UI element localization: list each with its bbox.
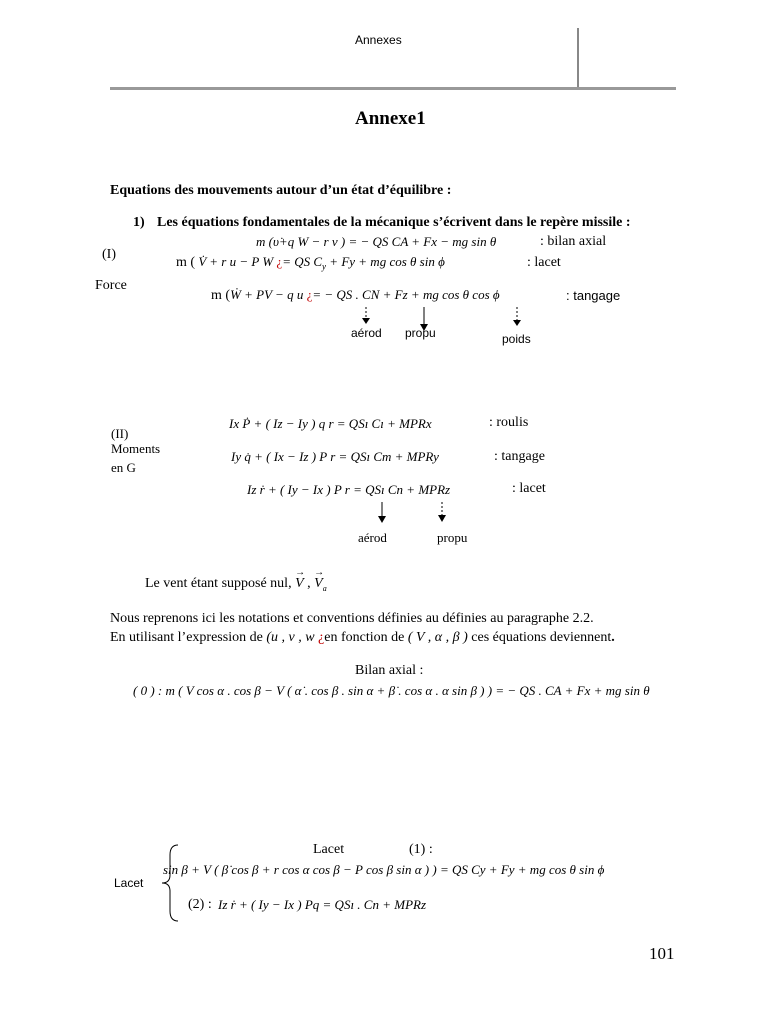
label-propu-moments: propu xyxy=(437,530,468,545)
lacet-equation-1: sin β + V ( β̇ cos β + r cos α cos β − P cos β sin α ) ) = QS Cy + Fy + mg cos θ sin ϕ xyxy=(163,862,605,877)
moment-equation-roulis: Ix Ṗ + ( Iz − Iy ) q r = QSı Cı + MPRx xyxy=(229,416,432,431)
paragraph-line-2: En utilisant l’expression de (u , v , w ¿en fonction de ( V , α , β ) ces équations deviennent. xyxy=(110,630,615,645)
force-equation-axial-tag: : bilan axial xyxy=(540,234,607,249)
moment-equation-lacet-tag: : lacet xyxy=(512,481,546,496)
page-number: 101 xyxy=(649,944,675,963)
arrow-poids xyxy=(513,307,521,326)
forces-side-label: Force xyxy=(95,278,127,293)
vector-v-arrow: → xyxy=(295,567,306,578)
eq-lhs-b: = − QS . CN + Fz + mg cos θ cos ϕ xyxy=(312,287,500,302)
eq-prefix: m ( xyxy=(211,288,231,303)
running-header: Annexes xyxy=(355,33,402,47)
paragraph-line-1: Nous reprenons ici les notations et conventions définies au définies au paragraphe 2.2. xyxy=(110,611,594,626)
force-equation-lacet xyxy=(176,254,445,272)
lacet-brace xyxy=(160,843,180,923)
moments-side-label-2: en G xyxy=(111,460,136,475)
moment-equation-tangage: Iy q̇ + ( Ix − Iz ) P r = QSı Cm + MPRy xyxy=(231,449,439,464)
vector-va: → $V_a$ xyxy=(314,567,327,593)
force-equation-tangage-tag: : tangage xyxy=(566,288,621,303)
forces-group-label: (I) xyxy=(102,247,116,262)
eq-lhs-c: + Fy + mg cos θ sin ϕ xyxy=(326,254,445,269)
moment-equation-lacet: Iz ṙ + ( Iy − Ix ) P r = QSı Cn + MPRz xyxy=(247,482,451,497)
force-equation-lacet-tag: : lacet xyxy=(527,255,561,270)
moments-group-label: (II) xyxy=(111,426,129,441)
arrow-propu xyxy=(438,502,446,522)
vector-va-arrow: → xyxy=(314,567,325,578)
encoding-glyph: ¿ xyxy=(276,254,283,269)
eq-subscript: y xyxy=(322,261,327,272)
force-equation-axial: m (υ̇+q W − r v ) = − QS CA + Fx − mg sin θ xyxy=(256,234,497,249)
label-aerod-moments: aérod xyxy=(358,530,387,545)
eq-lhs-a: Ẇ + PV − q u xyxy=(230,287,307,302)
vector-v: → V xyxy=(295,567,306,591)
eq-lhs-b: = QS C xyxy=(282,254,323,269)
wind-comma: , xyxy=(303,576,315,591)
arrow-aerod xyxy=(362,307,370,324)
label-poids: poids xyxy=(502,332,531,346)
lacet-num-1: (1) : xyxy=(409,842,433,857)
force-arrows xyxy=(0,305,768,365)
section-heading: Equations des mouvements autour d’un état d’équilibre : xyxy=(110,183,452,198)
bilan-axial-label: Bilan axial : xyxy=(355,663,424,678)
label-aerod: aérod xyxy=(351,326,382,340)
encoding-glyph: ¿ xyxy=(318,630,325,645)
lacet-side-label: Lacet xyxy=(114,876,144,890)
bilan-axial-equation: ( 0 ) : m ( V cos α . cos β − V ( α̇ . cos β . sin α + β̇ . cos α . α sin β ) ) = − QS . CA + Fx + mg sin θ xyxy=(133,683,650,698)
moment-equation-tangage-tag: : tangage xyxy=(494,449,545,464)
item1-text: Les équations fondamentales de la mécanique s’écrivent dans le repère missile : xyxy=(157,215,631,230)
force-equation-tangage xyxy=(211,287,500,304)
moments-side-label-1: Moments xyxy=(111,441,161,456)
encoding-glyph: ¿ xyxy=(306,287,313,302)
lacet-equation-2: Iz ṙ + ( Iy − Ix ) Pq = QSı . Cn + MPRz xyxy=(218,897,427,912)
moment-equation-roulis-tag: : roulis xyxy=(489,415,529,430)
wind-statement xyxy=(145,567,327,593)
eq-lhs-a: V̇ + r u − P W xyxy=(198,254,277,269)
wind-text: Le vent étant supposé nul, xyxy=(145,576,292,591)
arrow-aerod xyxy=(378,502,386,523)
page-title: Annexe1 xyxy=(355,108,426,129)
label-propu: propu xyxy=(405,326,436,340)
eq-prefix: m ( xyxy=(176,255,196,270)
item1-number: 1) xyxy=(133,215,145,230)
lacet-title: Lacet xyxy=(313,842,345,857)
header-vertical-rule xyxy=(577,28,579,88)
lacet-num-2: (2) : xyxy=(188,897,212,912)
header-rule xyxy=(110,87,676,90)
